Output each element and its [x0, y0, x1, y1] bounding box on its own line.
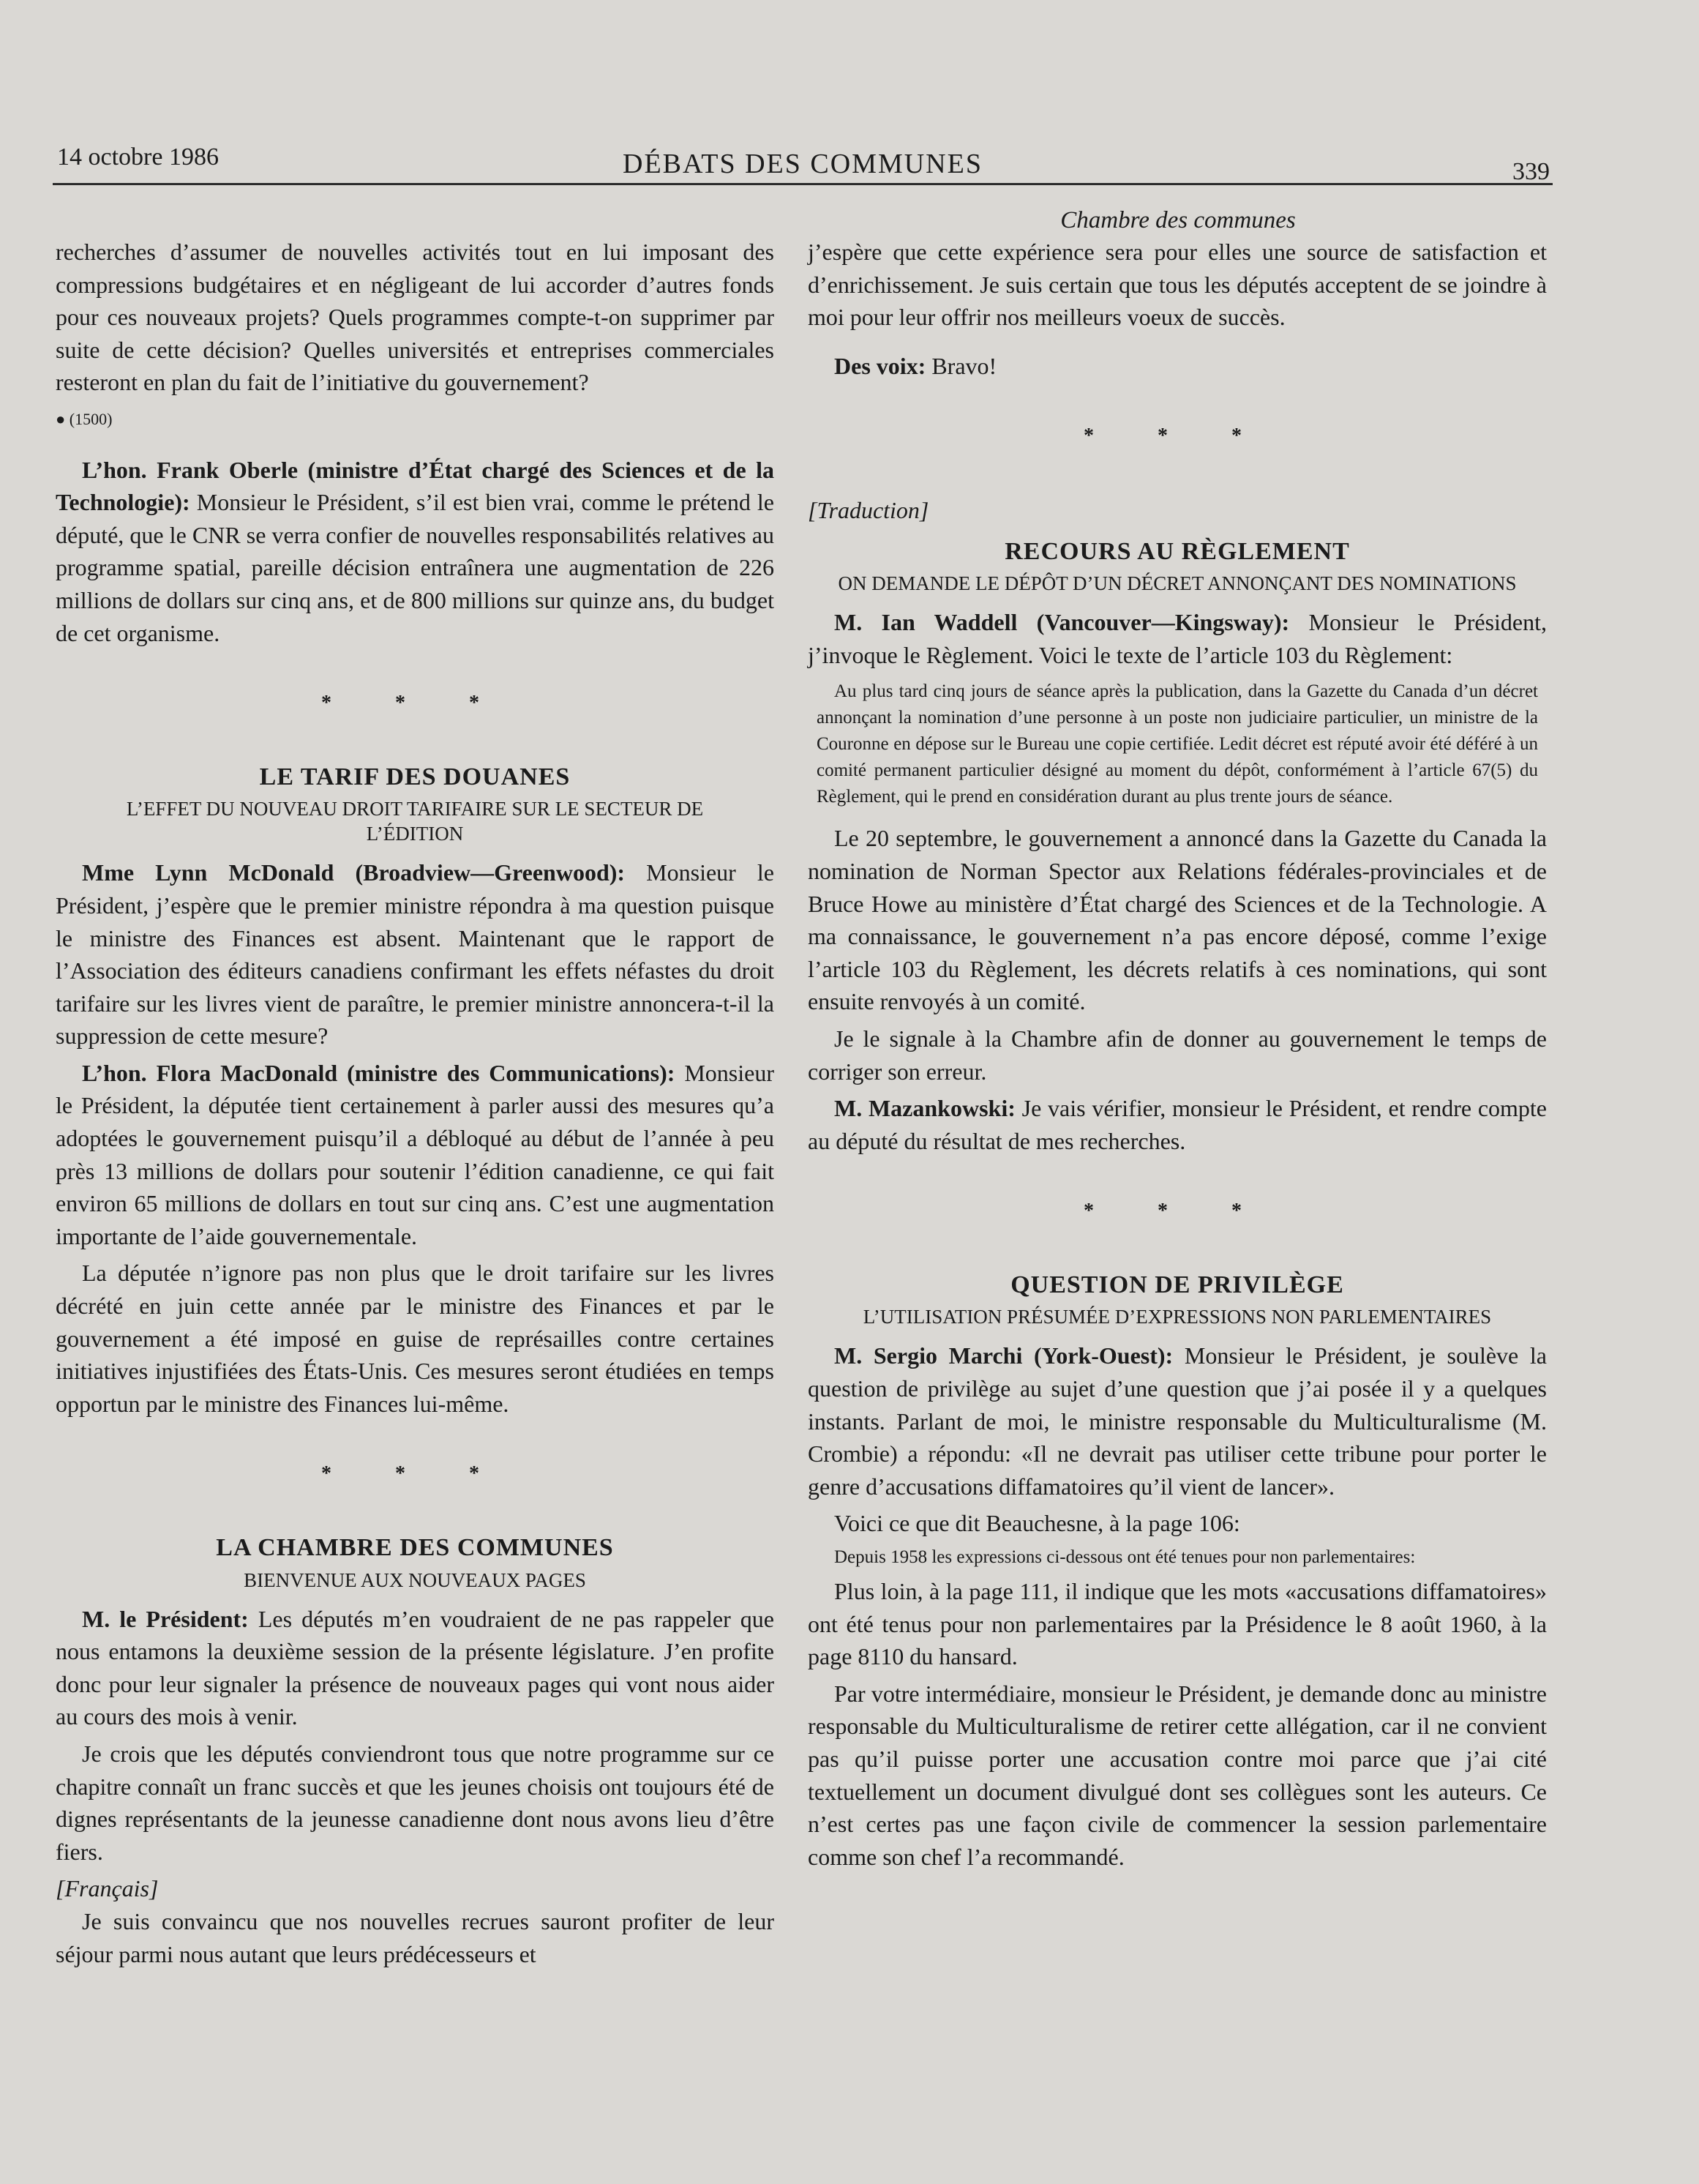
paragraph-president: [56, 1603, 774, 1733]
speech-text: Monsieur le Président, j’espère que le premier ministre répondra à ma question puisque le ministre des Finances est absent. Maintenant que le rapport de l’Association des éditeurs canadiens confirmant les effets néfastes du droit tarifaire sur les livres vient de paraître, le premier ministre annoncera-t-il la suppression de cette mesure?: [56, 859, 775, 1050]
speaker-name: L’hon. Flora MacDonald (ministre des Communications):: [82, 1059, 675, 1086]
paragraph-flora: [56, 1057, 774, 1253]
left-column: [56, 236, 774, 1975]
paragraph: j’espère que cette expérience sera pour elles une source de satisfaction et d’enrichissement. Je suis certain que tous les députés acceptent de se joindre à moi pour leur offrir nos meilleurs voeux de succès.: [808, 239, 1547, 331]
paragraph: Plus loin, à la page 111, il indique que les mots «accusations diffamatoires» ont été tenus pour non parlementaires par la Présidence le 8 août 1960, à la page 8110 du hansard.: [808, 1578, 1547, 1670]
speaker-name: M. le Président:: [82, 1605, 249, 1632]
header-date: 14 octobre 1986: [57, 143, 219, 171]
speaker-name: M. Mazankowski:: [834, 1095, 1016, 1122]
section-separator: * * *: [1084, 425, 1271, 448]
section-title: LA CHAMBRE DES COMMUNES: [216, 1534, 614, 1561]
section-separator: * * *: [321, 1462, 509, 1486]
section-title: QUESTION DE PRIVILÈGE: [1010, 1271, 1344, 1298]
paragraph-oberle: [56, 454, 774, 650]
speech-text: Les députés m’en voudraient de ne pas rappeler que nous entamons la deuxième session de la présente législature. J’en profite donc pour leur signaler la présence de nouveaux pages qui vont nous aider au cours des mois à venir.: [56, 1605, 775, 1730]
section-subtitle: L’EFFET DU NOUVEAU DROIT TARIFAIRE SUR LE SECTEUR DE L’ÉDITION: [126, 798, 704, 845]
header-subtitle: Chambre des communes: [1060, 207, 1296, 233]
speaker-name: L’hon. Frank Oberle (ministre d’État chargé des Sciences et de la Technologie):: [56, 456, 774, 516]
paragraph-waddell: [808, 606, 1547, 671]
section-separator: * * *: [321, 692, 509, 715]
speech-text: Bravo!: [926, 352, 997, 379]
section-subtitle: ON DEMANDE LE DÉPÔT D’UN DÉCRET ANNONÇANT DES NOMINATIONS: [838, 572, 1517, 595]
quote-text: Depuis 1958 les expressions ci-dessous ont été tenues pour non parlementaires:: [834, 1547, 1416, 1568]
paragraph-marchi: [808, 1339, 1547, 1503]
header-title: DÉBATS DES COMMUNES: [623, 149, 983, 179]
paragraph: Je crois que les députés conviendront tous que notre programme sur ce chapitre connaît un franc succès et que les jeunes choisis ont toujours été de dignes représentants de la jeunesse canadienne dont nous avons lieu d’être fiers.: [56, 1740, 774, 1865]
right-column: [808, 236, 1547, 1877]
paragraph: Je suis convaincu que nos nouvelles recrues sauront profiter de leur séjour parmi nous autant que leurs prédécesseurs et: [56, 1907, 774, 1967]
section-title: RECOURS AU RÈGLEMENT: [1005, 537, 1350, 565]
section-title: LE TARIF DES DOUANES: [259, 763, 571, 790]
paragraph: Le 20 septembre, le gouvernement a annoncé dans la Gazette du Canada la nomination de Norman Spector aux Relations fédérales-provinciales et de Bruce Howe au ministère d’État chargé des Sciences et de la Technologie. A ma connaissance, le gouvernement n’a pas encore déposé, comme l’exige l’article 103 du Règlement, les décrets relatifs à ces nominations, qui sont ensuite renvoyés à un comité.: [808, 825, 1547, 1015]
paragraph: Je le signale à la Chambre afin de donner au gouvernement le temps de corriger son erreur.: [808, 1025, 1547, 1085]
paragraph: Voici ce que dit Beauchesne, à la page 106:: [834, 1510, 1240, 1537]
speaker-name: Mme Lynn McDonald (Broadview—Greenwood):: [82, 859, 626, 886]
time-marker: ● (1500): [56, 409, 113, 428]
paragraph: Par votre intermédiaire, monsieur le Président, je demande donc au ministre responsable du Multiculturalisme de retirer cette allégation, car il ne convient pas qu’il puisse porter une accusation contre moi parce que j’ai cité textuellement un document divulgué dont ses collègues sont les auteurs. Ce n’est certes pas une façon civile de commencer la session parlementaire comme son chef l’a recommandé.: [808, 1680, 1547, 1870]
speech-text: Monsieur le Président, j’invoque le Règlement. Voici le texte de l’article 103 du Règlement:: [808, 609, 1548, 668]
section-subtitle: L’UTILISATION PRÉSUMÉE D’EXPRESSIONS NON PARLEMENTAIRES: [863, 1306, 1492, 1328]
section-separator: * * *: [1084, 1200, 1271, 1223]
speaker-name: M. Sergio Marchi (York-Ouest):: [834, 1342, 1174, 1369]
quoted-rule: [808, 1544, 1547, 1571]
paragraph: recherches d’assumer de nouvelles activités tout en lui imposant des compressions budgétaires et en négligeant de lui accorder d’autres fonds pour ces nouveaux projets? Quels programmes compte-t-on supprimer par suite de cette décision? Quelles universités et entreprises commerciales resteront en plan du fait de l’initiative du gouvernement?: [56, 239, 774, 396]
speaker-name: M. Ian Waddell (Vancouver—Kingsway):: [834, 609, 1290, 636]
language-marker: [Traduction]: [808, 496, 929, 523]
speaker-name: Des voix:: [834, 352, 926, 379]
language-marker: [Français]: [56, 1875, 159, 1902]
page-number: 339: [1512, 158, 1550, 185]
page-header: [53, 139, 1553, 185]
speech-text: Monsieur le Président, s’il est bien vrai, comme le prétend le député, que le CNR se verra confier de nouvelles responsabilités relatives au programme spatial, pareille décision entraînera une augmentation de 226 millions de dollars sur cinq ans, et de 800 millions sur quinze ans, du budget de cet organisme.: [56, 489, 774, 646]
paragraph-mcdonald: [56, 856, 774, 1052]
paragraph-voix: [808, 350, 1547, 383]
speech-text: Je vais vérifier, monsieur le Président, et rendre compte au député du résultat de mes recherches.: [808, 1095, 1548, 1154]
paragraph-mazankowski: [808, 1092, 1547, 1157]
paragraph: La députée n’ignore pas non plus que le droit tarifaire sur les livres décrété en juin cette année par le ministre des Finances et par le gouvernement a été imposé en guise de représailles contre certaines initiatives injustifiées des États-Unis. Ces mesures seront étudiées en temps opportun par le ministre des Finances lui-même.: [56, 1260, 774, 1417]
speech-text: Monsieur le Président, je soulève la question de privilège au sujet d’une question que j’ai posée il y a quelques instants. Parlant de moi, le ministre responsable du Multiculturalisme (M. Crombie) a répondu: «Il ne devrait pas utiliser cette tribune pour porter le genre d’accusations diffamatoires qu’il vient de lancer».: [808, 1342, 1548, 1500]
quoted-rule: [808, 678, 1547, 810]
speech-text: Monsieur le Président, la députée tient certainement à parler aussi des mesures qu’a adoptées le gouvernement puisqu’il a débloqué au début de l’année à peu près 13 millions de dollars pour soutenir l’édition canadienne, ce qui fait environ 65 millions de dollars en tout sur cinq ans. C’est une augmentation importante de l’aide gouvernementale.: [56, 1059, 775, 1249]
section-subtitle: BIENVENUE AUX NOUVEAUX PAGES: [244, 1568, 586, 1591]
quote-text: Au plus tard cinq jours de séance après la publication, dans la Gazette du Canada d’un décret annonçant la nomination d’une personne à un poste non judiciaire particulier, un ministre de la Couronne en dépose sur le Bureau une copie certifiée. Ledit décret est réputé avoir été déféré à un comité permanent particulier désigné au moment du dépôt, conformément à l’article 67(5) du Règlement, qui le prend en considération durant au plus trente jours de séance.: [817, 681, 1538, 807]
